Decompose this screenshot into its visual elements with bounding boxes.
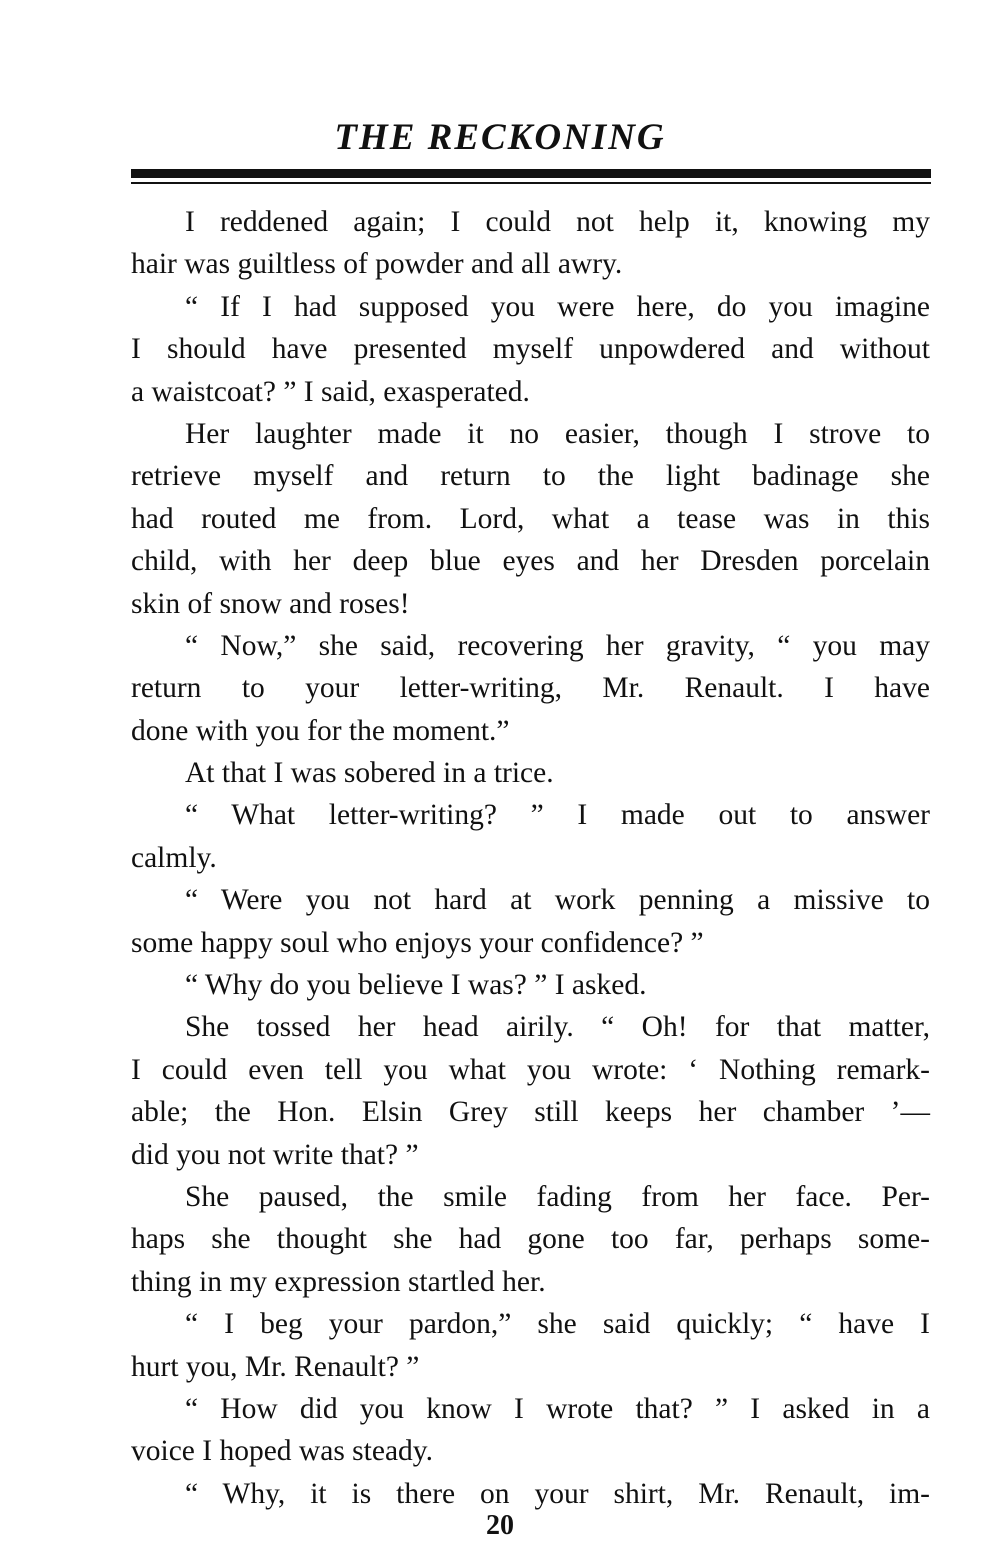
- text-line: At that I was sobered in a trice.: [185, 757, 554, 790]
- header-rule-thick: [131, 169, 931, 178]
- text-line: hair was guiltless of powder and all awry.: [131, 248, 623, 281]
- text-line: Her laughter made it no easier, though I strove to: [185, 417, 930, 450]
- text-line: “ Why do you believe I was? ” I asked.: [185, 969, 647, 1002]
- running-head-title: THE RECKONING: [334, 117, 666, 158]
- text-line: some happy soul who enjoys your confidence? ”: [131, 926, 704, 959]
- text-line: She paused, the smile fading from her face. Per-: [185, 1180, 930, 1213]
- text-line: calmly.: [131, 841, 217, 874]
- text-line: had routed me from. Lord, what a tease was in this: [131, 502, 930, 535]
- header-rule-thin: [131, 182, 931, 184]
- text-line: “ If I had supposed you were here, do you imagine: [185, 290, 930, 323]
- text-line: I reddened again; I could not help it, knowing my: [185, 206, 930, 238]
- text-line: “ How did you know I wrote that? ” I asked in a: [185, 1392, 930, 1425]
- body-text: [131, 201, 930, 1515]
- text-line: “ I beg your pardon,” she said quickly; “ have I: [185, 1308, 930, 1341]
- text-line: “ Now,” she said, recovering her gravity, “ you may: [185, 629, 930, 662]
- text-line: done with you for the moment.”: [131, 714, 510, 747]
- text-line: able; the Hon. Elsin Grey still keeps her chamber ’—: [131, 1096, 930, 1129]
- text-line: child, with her deep blue eyes and her Dresden porcelain: [131, 545, 930, 578]
- text-line: skin of snow and roses!: [131, 587, 410, 620]
- text-line: I could even tell you what you wrote: ‘ Nothing remark-: [131, 1053, 930, 1086]
- text-line: voice I hoped was steady.: [131, 1435, 434, 1468]
- text-line: did you not write that? ”: [131, 1138, 419, 1171]
- text-line: She tossed her head airily. “ Oh! for that matter,: [185, 1011, 930, 1044]
- text-line: a waistcoat? ” I said, exasperated.: [131, 375, 530, 408]
- text-line: retrieve myself and return to the light badinage she: [131, 460, 930, 493]
- page-number: 20: [486, 1510, 514, 1541]
- text-line: “ Why, it is there on your shirt, Mr. Renault, im-: [185, 1477, 930, 1510]
- text-line: “ Were you not hard at work penning a missive to: [185, 884, 930, 917]
- text-line: hurt you, Mr. Renault? ”: [131, 1350, 420, 1383]
- text-line: “ What letter-writing? ” I made out to answer: [185, 799, 930, 832]
- text-line: haps she thought she had gone too far, perhaps some-: [131, 1223, 930, 1256]
- text-line: return to your letter-writing, Mr. Renault. I have: [131, 672, 930, 705]
- text-line: I should have presented myself unpowdered and without: [131, 333, 930, 366]
- text-line: thing in my expression startled her.: [131, 1265, 546, 1298]
